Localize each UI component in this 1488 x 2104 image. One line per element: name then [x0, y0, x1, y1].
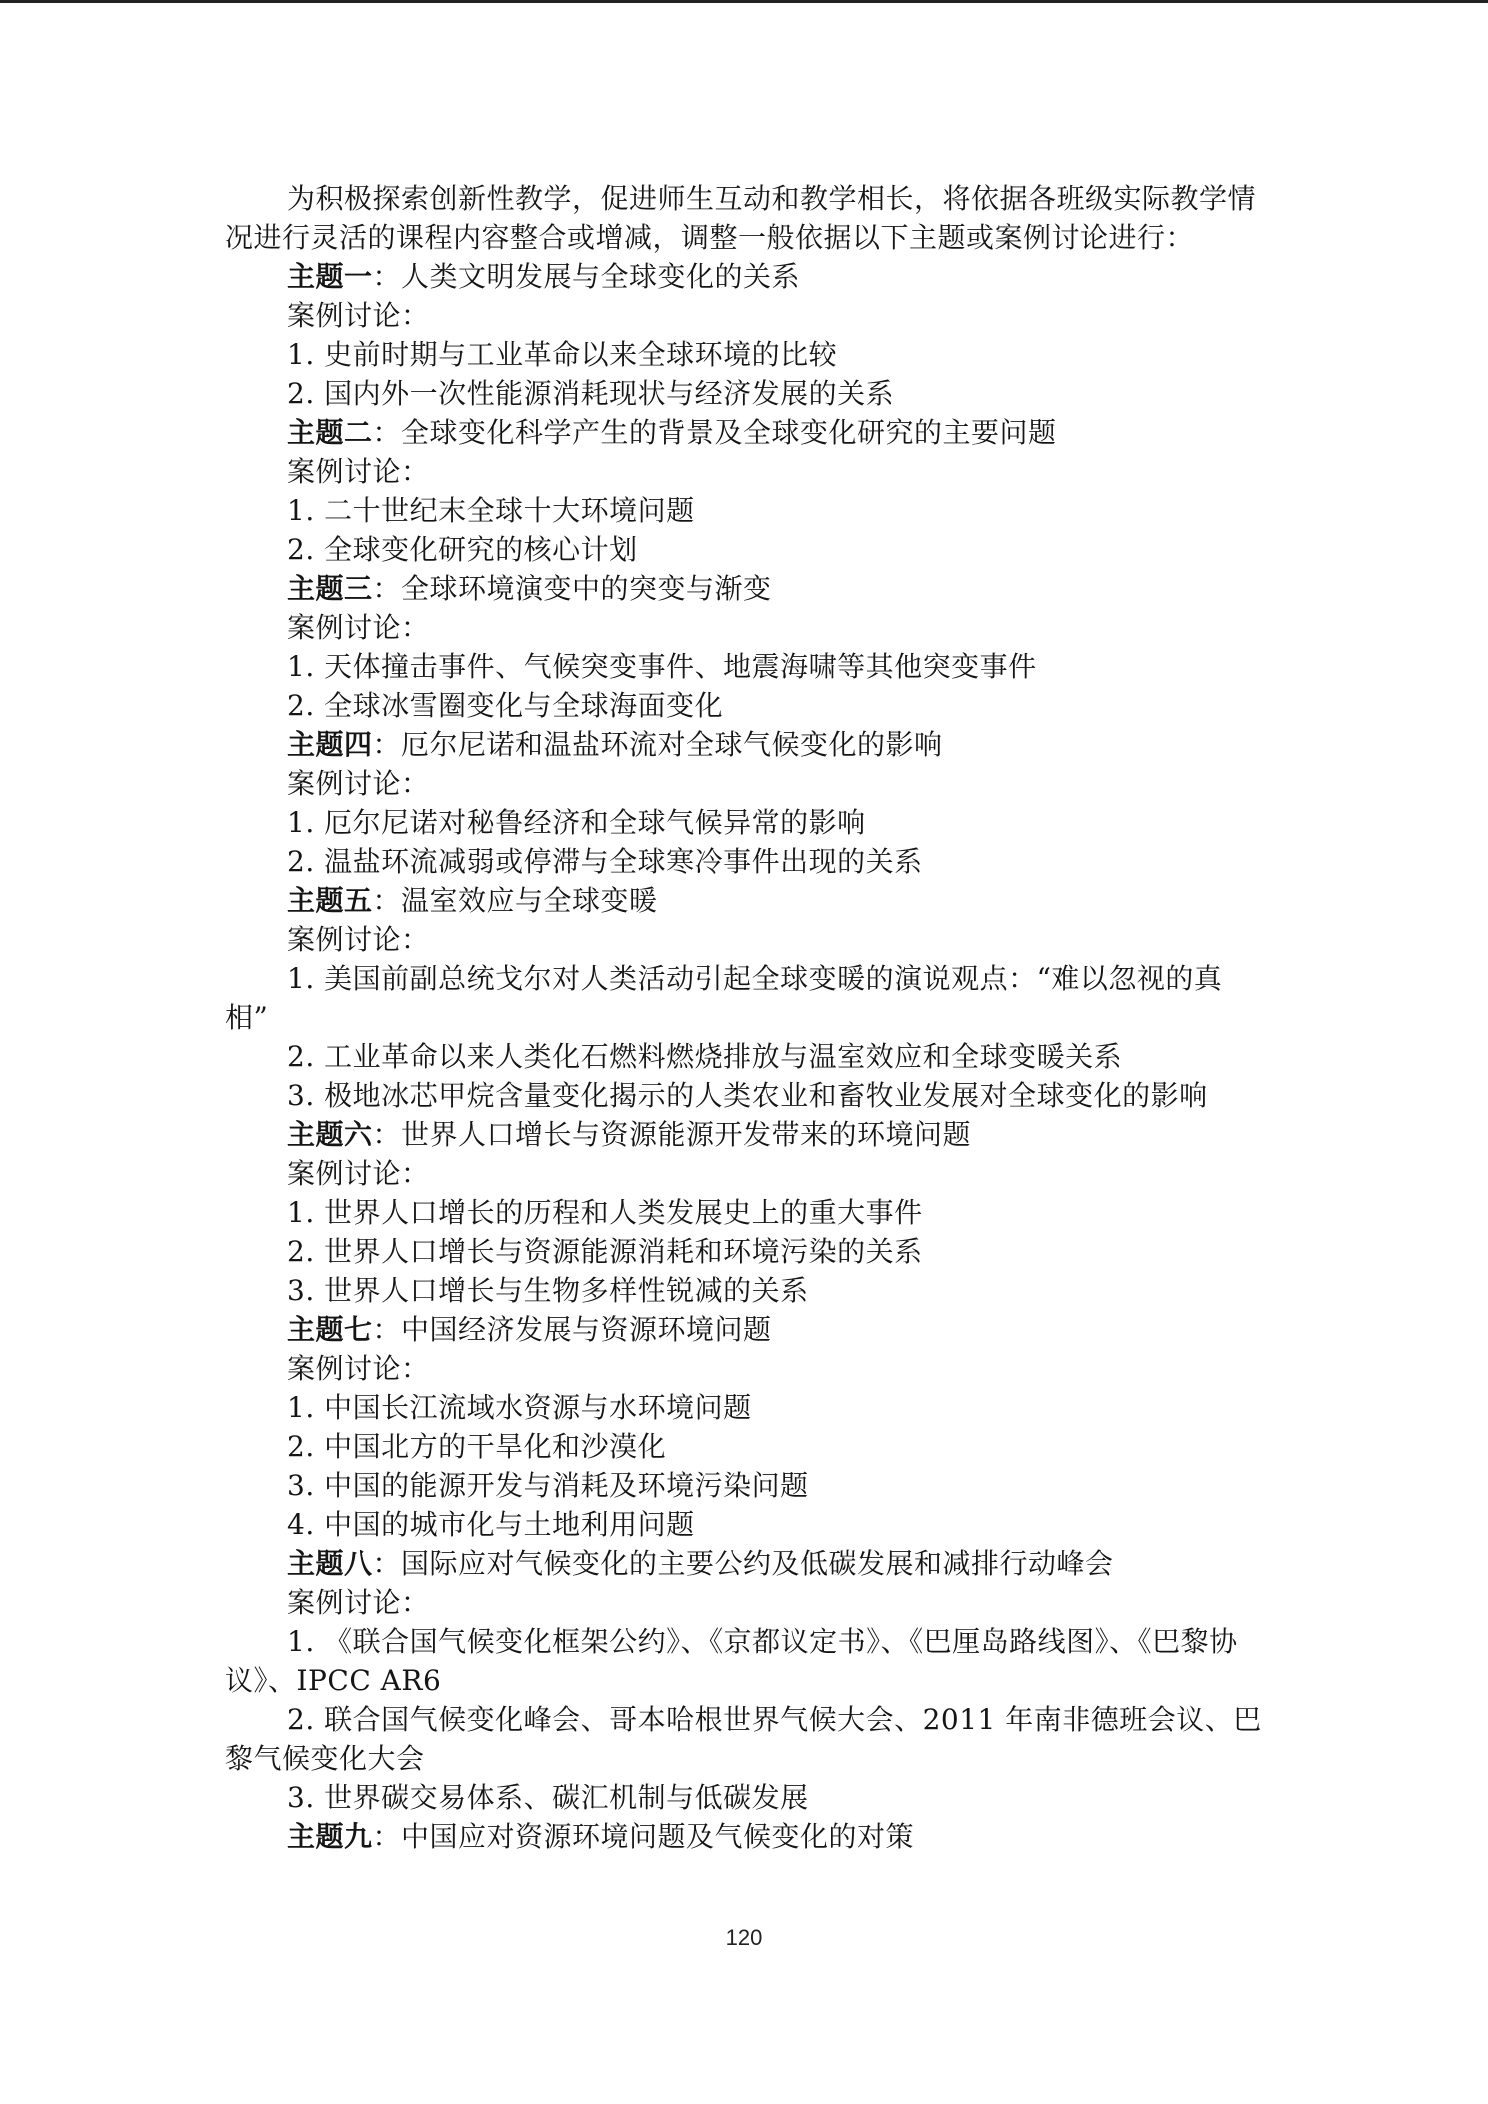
- case-heading: 案例讨论：: [287, 299, 430, 332]
- topic-9-label: 主题九: [287, 1820, 373, 1853]
- topic-4-label: 主题四: [287, 728, 373, 761]
- case-heading: 案例讨论：: [287, 1586, 430, 1619]
- case-item: 1. 天体撞击事件、气候突变事件、地震海啸等其他突变事件: [287, 650, 1037, 683]
- page-number: 120: [725, 1925, 763, 1950]
- case-item: 1. 二十世纪末全球十大环境问题: [287, 494, 695, 527]
- topic-6-label: 主题六: [287, 1118, 373, 1151]
- case-item: 2. 全球变化研究的核心计划: [287, 533, 638, 566]
- case-item: 1. 美国前副总统戈尔对人类活动引起全球变暖的演说观点：“难以忽视的真相”: [225, 962, 1223, 1034]
- topic-5-heading: [225, 881, 1265, 920]
- topic-2-label: 主题二: [287, 416, 373, 449]
- case-heading: 案例讨论：: [287, 923, 430, 956]
- topic-7-title: ：中国经济发展与资源环境问题: [372, 1313, 772, 1346]
- case-heading: 案例讨论：: [287, 1157, 430, 1190]
- topic-5-label: 主题五: [287, 884, 373, 917]
- topic-8-title: ：国际应对气候变化的主要公约及低碳发展和减排行动峰会: [372, 1547, 1114, 1580]
- case-item: 2. 联合国气候变化峰会、哥本哈根世界气候大会、2011 年南非德班会议、巴黎气候变化大会: [225, 1703, 1262, 1775]
- case-item: 1. 世界人口增长的历程和人类发展史上的重大事件: [287, 1196, 923, 1229]
- topic-9-heading: [225, 1817, 1265, 1856]
- topic-7-label: 主题七: [287, 1313, 373, 1346]
- case-item: 1. 史前时期与工业革命以来全球环境的比较: [287, 338, 838, 371]
- case-item: 2. 全球冰雪圈变化与全球海面变化: [287, 689, 724, 722]
- case-item: 3. 世界人口增长与生物多样性锐减的关系: [287, 1274, 809, 1307]
- topic-3-label: 主题三: [287, 572, 373, 605]
- topic-6-title: ：世界人口增长与资源能源开发带来的环境问题: [372, 1118, 972, 1151]
- case-heading: 案例讨论：: [287, 767, 430, 800]
- topic-6-heading: [225, 1115, 1265, 1154]
- topic-7-heading: [225, 1310, 1265, 1349]
- topic-1-title: ：人类文明发展与全球变化的关系: [372, 260, 801, 293]
- case-heading: 案例讨论：: [287, 1352, 430, 1385]
- case-item: 3. 极地冰芯甲烷含量变化揭示的人类农业和畜牧业发展对全球变化的影响: [287, 1079, 1208, 1112]
- topic-8-label: 主题八: [287, 1547, 373, 1580]
- case-item: 2. 世界人口增长与资源能源消耗和环境污染的关系: [287, 1235, 923, 1268]
- topic-8-heading: [225, 1544, 1265, 1583]
- document-body: [225, 179, 1265, 1856]
- topic-1-label: 主题一: [287, 260, 373, 293]
- case-item: 3. 中国的能源开发与消耗及环境污染问题: [287, 1469, 809, 1502]
- case-item: 1. 中国长江流域水资源与水环境问题: [287, 1391, 752, 1424]
- case-heading: 案例讨论：: [287, 455, 430, 488]
- case-item: 1. 厄尔尼诺对秘鲁经济和全球气候异常的影响: [287, 806, 866, 839]
- topic-2-title: ：全球变化科学产生的背景及全球变化研究的主要问题: [372, 416, 1057, 449]
- topic-2-heading: [225, 413, 1265, 452]
- case-item: 2. 温盐环流减弱或停滞与全球寒冷事件出现的关系: [287, 845, 923, 878]
- topic-4-title: ：厄尔尼诺和温盐环流对全球气候变化的影响: [372, 728, 943, 761]
- intro-paragraph: 为积极探索创新性教学，促进师生互动和教学相长，将依据各班级实际教学情况进行灵活的课程内容整合或增减，调整一般依据以下主题或案例讨论进行：: [225, 182, 1257, 254]
- topic-9-title: ：中国应对资源环境问题及气候变化的对策: [372, 1820, 915, 1853]
- case-item: 3. 世界碳交易体系、碳汇机制与低碳发展: [287, 1781, 809, 1814]
- case-heading: 案例讨论：: [287, 611, 430, 644]
- case-item: 4. 中国的城市化与土地利用问题: [287, 1508, 695, 1541]
- topic-5-title: ：温室效应与全球变暖: [372, 884, 658, 917]
- top-border-line: [0, 0, 1488, 3]
- case-item: 2. 中国北方的干旱化和沙漠化: [287, 1430, 667, 1463]
- case-item: 2. 工业革命以来人类化石燃料燃烧排放与温室效应和全球变暖关系: [287, 1040, 1123, 1073]
- topic-1-heading: [225, 257, 1265, 296]
- case-item: 2. 国内外一次性能源消耗现状与经济发展的关系: [287, 377, 895, 410]
- case-item: 1. 《联合国气候变化框架公约》、《京都议定书》、《巴厘岛路线图》、《巴黎协议》、IPCC AR6: [225, 1625, 1238, 1697]
- topic-3-heading: [225, 569, 1265, 608]
- topic-3-title: ：全球环境演变中的突变与渐变: [372, 572, 772, 605]
- topic-4-heading: [225, 725, 1265, 764]
